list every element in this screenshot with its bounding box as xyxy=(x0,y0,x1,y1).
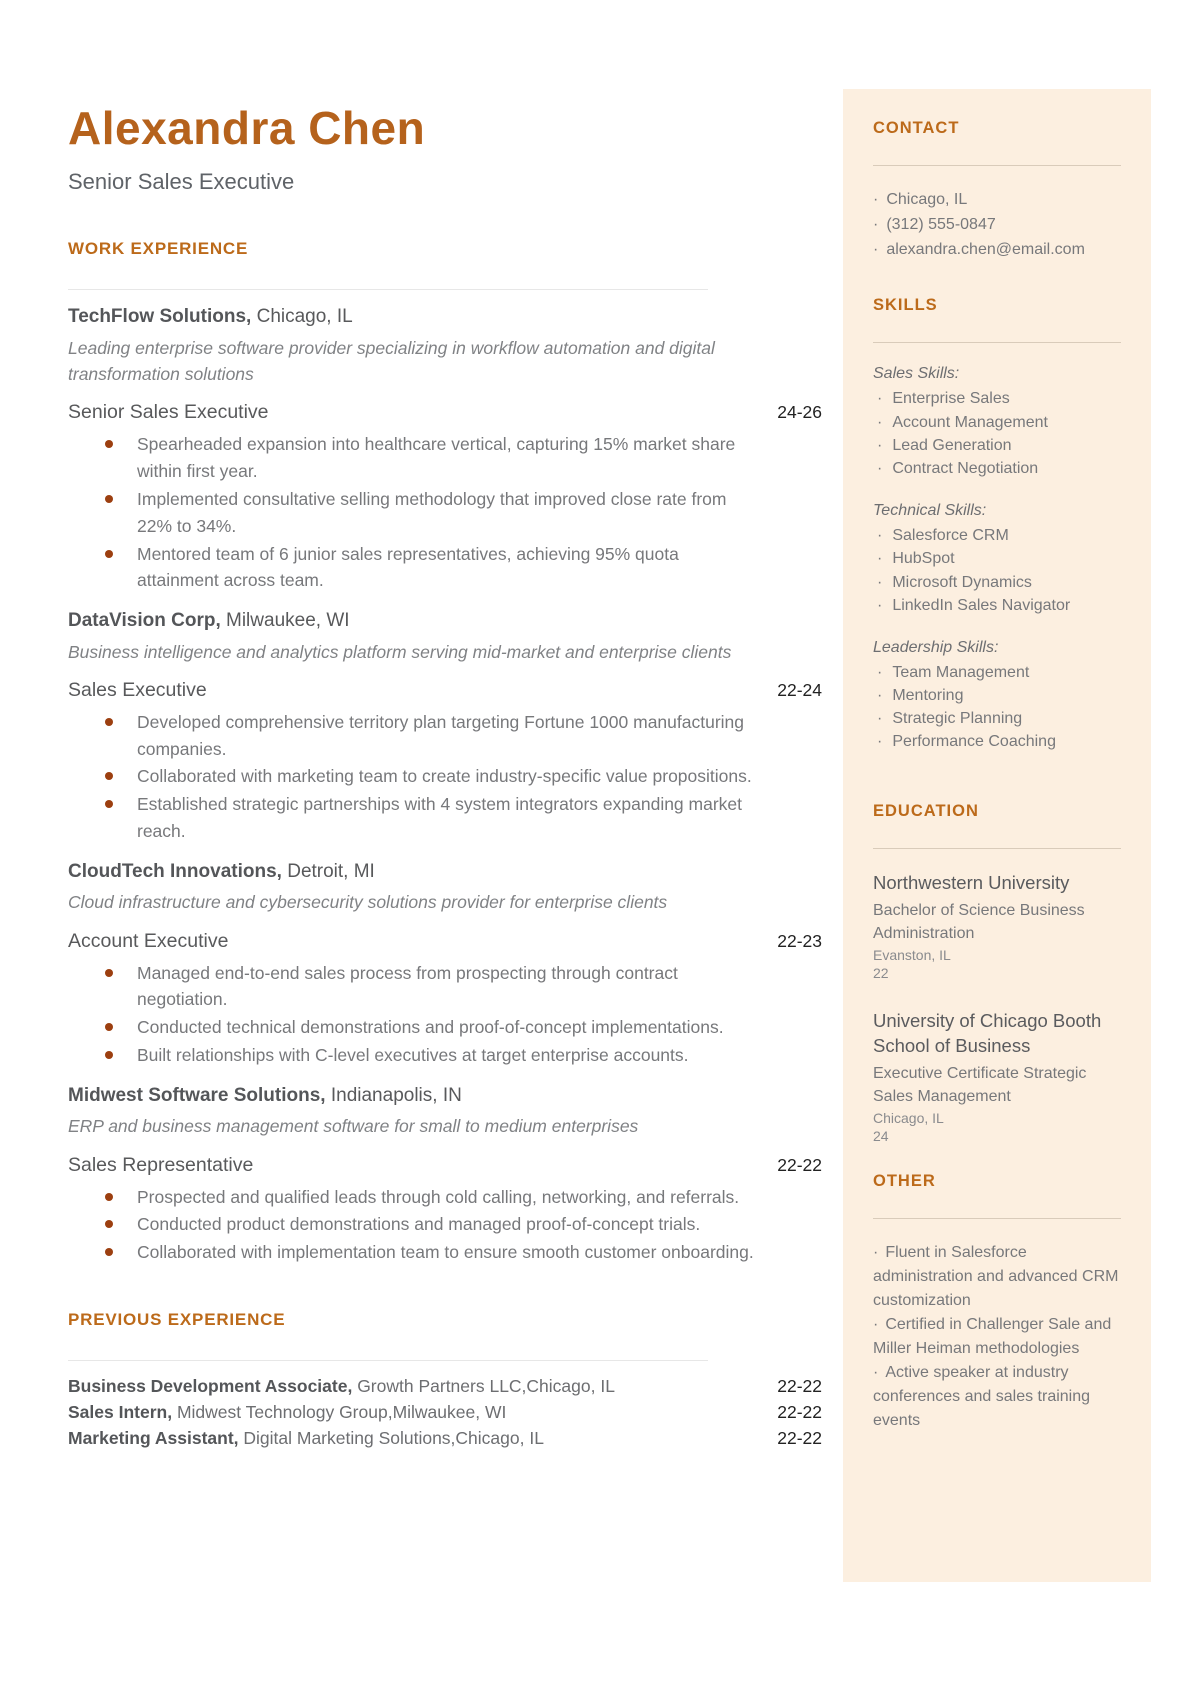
skill-item: · Performance Coaching xyxy=(873,730,1121,753)
previous-experience-heading: PREVIOUS EXPERIENCE xyxy=(68,1309,286,1329)
contact-email: · alexandra.chen@email.com xyxy=(873,238,1121,263)
achievement-item: Implemented consultative selling methodology that improved close rate from 22% to 34%. xyxy=(105,486,765,540)
other-item: · Active speaker at industry conferences and sales training events xyxy=(873,1361,1121,1433)
role-title: Account Executive xyxy=(68,929,229,952)
school-year: 22 xyxy=(873,964,889,981)
spacer xyxy=(873,776,1121,802)
contact-heading: CONTACT xyxy=(873,119,960,137)
job-entry xyxy=(68,1083,822,1266)
skills-section xyxy=(873,296,1121,753)
candidate-name: Alexandra Chen xyxy=(68,102,426,154)
skill-item: · Mentoring xyxy=(873,684,1121,707)
role-dates: 22-23 xyxy=(777,930,822,951)
skill-item: · HubSpot xyxy=(873,547,1121,570)
candidate-title: Senior Sales Executive xyxy=(68,169,295,195)
job-entry xyxy=(68,859,822,1069)
job-entry xyxy=(68,304,822,594)
achievement-item: Collaborated with marketing team to create industry-specific value propositions. xyxy=(105,763,765,790)
sidebar-divider xyxy=(873,848,1121,849)
skills-heading: SKILLS xyxy=(873,296,938,315)
section-divider xyxy=(68,1360,708,1361)
skill-item: · Enterprise Sales xyxy=(873,387,1121,410)
achievement-item: Conducted product demonstrations and managed proof-of-concept trials. xyxy=(105,1211,765,1238)
previous-role-dates: 22-22 xyxy=(777,1401,822,1422)
achievement-item: Conducted technical demonstrations and proof-of-concept implementations. xyxy=(105,1014,765,1041)
contact-phone: · (312) 555-0847 xyxy=(873,213,1121,238)
education-entry xyxy=(873,871,1121,981)
company-name: DataVision Corp, xyxy=(68,610,221,632)
company-description: ERP and business management software for small to medium enterprises xyxy=(68,1116,639,1137)
previous-role-line xyxy=(68,1425,544,1451)
education-section xyxy=(873,802,1121,1145)
company-name: CloudTech Innovations, xyxy=(68,860,282,882)
company-location: Detroit, MI xyxy=(281,860,375,882)
skill-group xyxy=(873,639,1121,754)
achievement-item: Managed end-to-end sales process from prospecting through contract negotiation. xyxy=(105,960,765,1014)
achievement-item: Collaborated with implementation team to ensure smooth customer onboarding. xyxy=(105,1239,765,1266)
company-line xyxy=(68,1083,822,1109)
achievement-item: Built relationships with C-level executives at target enterprise accounts. xyxy=(105,1042,765,1069)
other-section xyxy=(873,1172,1121,1433)
skill-group xyxy=(873,365,1121,480)
skill-item: · LinkedIn Sales Navigator xyxy=(873,594,1121,617)
role-row xyxy=(68,401,822,424)
other-item: · Certified in Challenger Sale and Miller Heiman methodologies xyxy=(873,1313,1121,1361)
previous-role-dates: 22-22 xyxy=(777,1427,822,1448)
role-title: Senior Sales Executive xyxy=(68,401,269,424)
school-name: Northwestern University xyxy=(873,871,1070,893)
skill-group xyxy=(873,502,1121,617)
previous-role-title: Sales Intern, xyxy=(68,1401,173,1422)
previous-experience-row xyxy=(68,1373,822,1399)
role-title: Sales Executive xyxy=(68,678,207,701)
achievement-item: Established strategic partnerships with 4 system integrators expanding market reach. xyxy=(105,791,765,845)
sidebar-divider xyxy=(873,1218,1121,1219)
skill-item: · Lead Generation xyxy=(873,434,1121,457)
previous-role-dates: 22-22 xyxy=(777,1375,822,1396)
section-divider xyxy=(68,289,708,290)
job-entry xyxy=(68,608,822,845)
skill-group-label: Sales Skills: xyxy=(873,365,960,383)
role-dates: 22-22 xyxy=(777,1154,822,1175)
spacer xyxy=(873,262,1121,296)
previous-experience-row xyxy=(68,1425,822,1451)
company-description: Leading enterprise software provider specializing in workflow automation and digital transformation solutions xyxy=(68,337,715,385)
school-degree: Executive Certificate Strategic Sales Management xyxy=(873,1064,1087,1106)
achievement-item: Prospected and qualified leads through cold calling, networking, and referrals. xyxy=(105,1184,765,1211)
previous-experience-row xyxy=(68,1399,822,1425)
other-heading: OTHER xyxy=(873,1172,936,1191)
contact-section xyxy=(873,119,1121,262)
role-row xyxy=(68,930,822,953)
achievement-item: Developed comprehensive territory plan targeting Fortune 1000 manufacturing companies. xyxy=(105,709,765,763)
company-location: Milwaukee, WI xyxy=(220,610,350,632)
company-location: Indianapolis, IN xyxy=(325,1084,462,1106)
school-year: 24 xyxy=(873,1128,889,1145)
company-line xyxy=(68,859,822,885)
achievement-list xyxy=(68,1184,822,1266)
previous-role-line xyxy=(68,1399,506,1425)
role-row xyxy=(68,679,822,702)
school-location: Chicago, IL xyxy=(873,1110,944,1127)
role-title: Sales Representative xyxy=(68,1153,254,1176)
previous-experience-list xyxy=(68,1373,822,1451)
role-dates: 22-24 xyxy=(777,679,822,700)
previous-role-line xyxy=(68,1373,615,1399)
achievement-list xyxy=(68,431,822,594)
skill-item: · Salesforce CRM xyxy=(873,524,1121,547)
company-line xyxy=(68,608,822,634)
education-entry xyxy=(873,1009,1121,1144)
previous-role-title: Business Development Associate, xyxy=(68,1375,353,1396)
skill-item: · Account Management xyxy=(873,411,1121,434)
skill-item: · Contract Negotiation xyxy=(873,457,1121,480)
skill-group-label: Leadership Skills: xyxy=(873,638,999,656)
role-row xyxy=(68,1154,822,1177)
company-name: Midwest Software Solutions, xyxy=(68,1084,326,1106)
work-experience-heading: WORK EXPERIENCE xyxy=(68,239,249,259)
company-description: Cloud infrastructure and cybersecurity solutions provider for enterprise clients xyxy=(68,892,668,913)
previous-role-company: Digital Marketing Solutions,Chicago, IL xyxy=(238,1427,544,1448)
school-name: University of Chicago Booth School of Business xyxy=(873,1009,1102,1056)
sidebar-divider xyxy=(873,165,1121,166)
resume-main-column xyxy=(68,104,822,1451)
company-line xyxy=(68,304,822,330)
achievement-list xyxy=(68,709,822,845)
previous-role-title: Marketing Assistant, xyxy=(68,1427,239,1448)
role-dates: 24-26 xyxy=(777,402,822,423)
other-item: · Fluent in Salesforce administration and advanced CRM customization xyxy=(873,1241,1121,1313)
skill-group-label: Technical Skills: xyxy=(873,502,987,520)
achievement-item: Spearheaded expansion into healthcare vertical, capturing 15% market share within first year. xyxy=(105,431,765,485)
skill-item: · Team Management xyxy=(873,661,1121,684)
previous-role-company: Midwest Technology Group,Milwaukee, WI xyxy=(172,1401,507,1422)
achievement-item: Mentored team of 6 junior sales representatives, achieving 95% quota attainment across team. xyxy=(105,541,765,595)
skill-item: · Strategic Planning xyxy=(873,707,1121,730)
sidebar-divider xyxy=(873,342,1121,343)
company-description: Business intelligence and analytics platform serving mid-market and enterprise clients xyxy=(68,641,732,662)
company-name: TechFlow Solutions, xyxy=(68,306,252,328)
education-heading: EDUCATION xyxy=(873,801,979,820)
resume-sidebar xyxy=(843,89,1151,1582)
company-location: Chicago, IL xyxy=(251,306,353,328)
school-degree: Bachelor of Science Business Administration xyxy=(873,901,1085,942)
school-location: Evanston, IL xyxy=(873,946,951,963)
achievement-list xyxy=(68,960,822,1069)
previous-role-company: Growth Partners LLC,Chicago, IL xyxy=(352,1375,615,1396)
skill-item: · Microsoft Dynamics xyxy=(873,571,1121,594)
contact-location: · Chicago, IL xyxy=(873,188,1121,213)
